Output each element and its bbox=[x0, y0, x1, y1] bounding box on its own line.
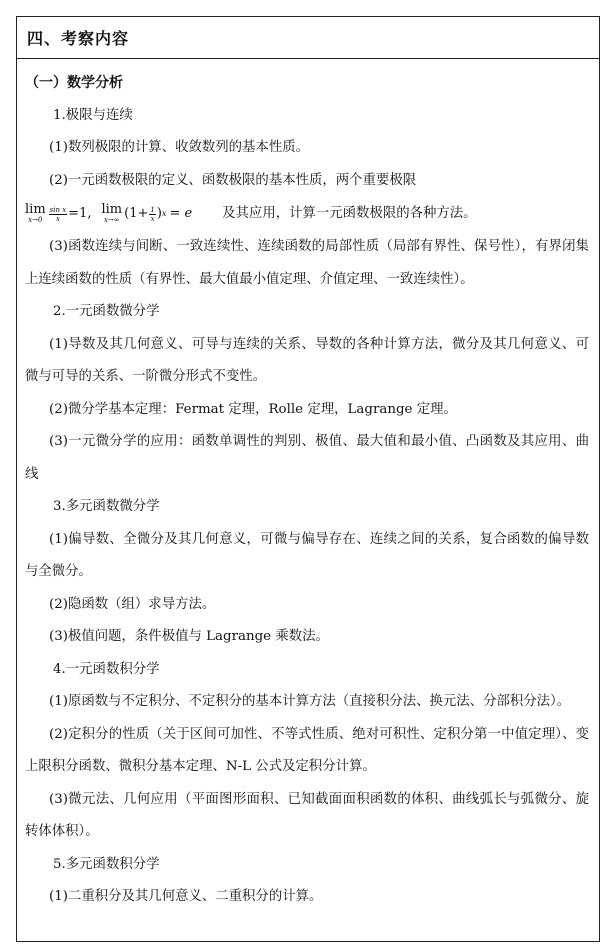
paragraph: (2)隐函数（组）求导方法。 bbox=[49, 596, 216, 612]
equals-e: = e bbox=[169, 206, 193, 221]
formula-line bbox=[25, 197, 589, 231]
paragraph: (3)一元微分学的应用：函数单调性的判别、极值、最大值和最小值、凸函数及其应用、曲线 bbox=[25, 434, 589, 482]
formula-caption: 及其应用，计算一元函数极限的各种方法。 bbox=[222, 206, 477, 221]
paragraph: (1)二重积分及其几何意义、二重积分的计算。 bbox=[49, 889, 323, 904]
paragraph: (3)极值问题，条件极值与 Lagrange 乘数法。 bbox=[49, 629, 329, 644]
topic-heading: 4.一元函数积分学 bbox=[53, 661, 160, 677]
paragraph: (1)数列极限的计算、收敛数列的基本性质。 bbox=[49, 140, 309, 155]
content-table bbox=[16, 16, 600, 942]
paragraph: (1)原函数与不定积分、不定积分的基本计算方法（直接积分法、换元法、分部积分法）。 bbox=[49, 694, 571, 709]
fraction: $\frac{1}{x}$ bbox=[150, 205, 155, 223]
paren-close: ) bbox=[156, 206, 162, 221]
content-body bbox=[17, 59, 599, 914]
limit-operator: lim x→0 bbox=[25, 202, 46, 224]
paragraph: (2)定积分的性质（关于区间可加性、不等式性质、绝对可积性、定积分第一中值定理）、变上限积分函数、微积分基本定理、N-L 公式及定积分计算。 bbox=[25, 726, 589, 774]
topic-heading: 5.多元函数积分学 bbox=[53, 856, 160, 872]
subsection-title: （一）数学分析 bbox=[25, 75, 123, 91]
section-heading: 四、考察内容 bbox=[17, 17, 599, 59]
paragraph: (1)偏导数、全微分及其几何意义，可微与偏导存在、连续之间的关系，复合函数的偏导数与全微分。 bbox=[25, 531, 589, 579]
paragraph: (2)微分学基本定理：Fermat 定理，Rolle 定理，Lagrange 定理。 bbox=[49, 401, 457, 417]
fraction: $\frac{\text{sin x}}{x}$ bbox=[49, 205, 67, 223]
paragraph: (3)函数连续与间断、一致连续性、连续函数的局部性质（局部有界性、保号性），有界闭集上连续函数的性质（有界性、最大值最小值定理、介值定理、一致连续性）。 bbox=[25, 239, 589, 287]
topic-heading: 3.多元函数微分学 bbox=[53, 499, 160, 514]
paren-open: (1+ bbox=[124, 206, 149, 221]
paragraph: (2)一元函数极限的定义、函数极限的基本性质，两个重要极限 bbox=[49, 172, 417, 188]
limit-operator: lim x→∞ bbox=[101, 202, 123, 224]
exponent: x bbox=[161, 209, 167, 218]
topic-heading: 2.一元函数微分学 bbox=[53, 304, 160, 319]
paragraph: (3)微元法、几何应用（平面图形面积、已知截面面积函数的体积、曲线弧长与弧微分、旋转体体积）。 bbox=[25, 791, 589, 839]
paragraph: (1)导数及其几何意义、可导与连续的关系、导数的各种计算方法，微分及其几何意义、可微与可导的关系、一阶微分形式不变性。 bbox=[25, 336, 589, 384]
topic-heading: 1.极限与连续 bbox=[53, 107, 133, 123]
limit-formula bbox=[25, 203, 192, 225]
equals-one: =1, bbox=[68, 206, 92, 221]
